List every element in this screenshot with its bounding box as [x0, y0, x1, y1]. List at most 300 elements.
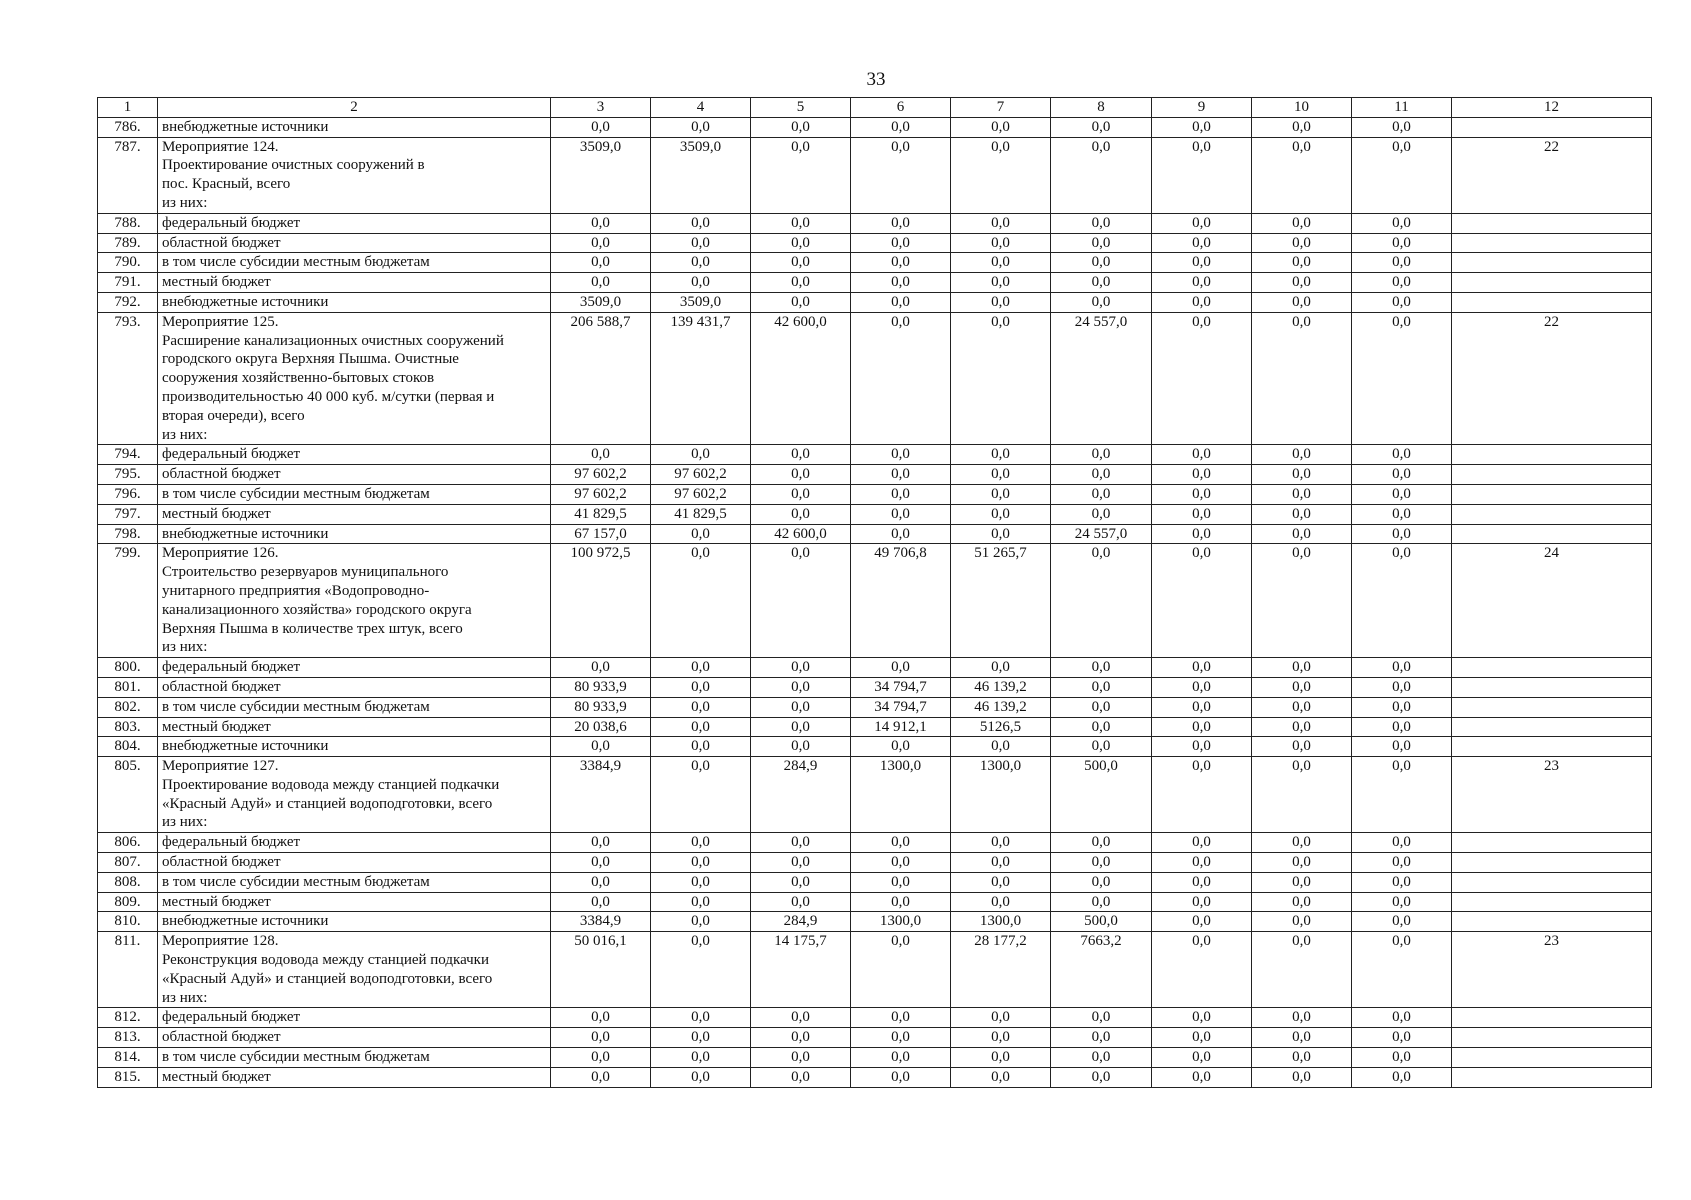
table-row [98, 273, 1652, 293]
column-header: 8 [1051, 98, 1152, 118]
value-cell: 0,0 [1152, 932, 1252, 1008]
row-number: 812. [98, 1008, 158, 1028]
row-name [158, 757, 551, 833]
value-cell: 0,0 [751, 737, 851, 757]
value-cell: 0,0 [651, 544, 751, 658]
value-cell: 0,0 [551, 1008, 651, 1028]
row-name [158, 932, 551, 1008]
value-cell: 0,0 [851, 892, 951, 912]
value-cell: 0,0 [1252, 233, 1352, 253]
value-cell: 0,0 [1252, 1028, 1352, 1048]
value-cell: 0,0 [1352, 833, 1452, 853]
value-cell: 100 972,5 [551, 544, 651, 658]
value-cell: 0,0 [551, 737, 651, 757]
value-cell: 0,0 [551, 445, 651, 465]
value-cell: 0,0 [951, 213, 1051, 233]
target-indicator-cell [1452, 677, 1652, 697]
value-cell: 97 602,2 [551, 484, 651, 504]
value-cell: 0,0 [651, 1067, 751, 1087]
column-header: 9 [1152, 98, 1252, 118]
value-cell: 0,0 [851, 932, 951, 1008]
value-cell: 3509,0 [551, 292, 651, 312]
target-indicator-cell: 23 [1452, 932, 1652, 1008]
row-name [158, 504, 551, 524]
value-cell: 50 016,1 [551, 932, 651, 1008]
value-cell: 3384,9 [551, 912, 651, 932]
value-cell: 0,0 [951, 737, 1051, 757]
value-cell: 0,0 [1352, 697, 1452, 717]
row-name-line: областной бюджет [162, 854, 281, 871]
row-number: 805. [98, 757, 158, 833]
row-name [158, 697, 551, 717]
value-cell: 0,0 [751, 137, 851, 213]
value-cell: 0,0 [751, 677, 851, 697]
row-number: 814. [98, 1048, 158, 1068]
row-name-line: Мероприятие 126. [162, 545, 279, 562]
value-cell: 0,0 [951, 1048, 1051, 1068]
value-cell: 1300,0 [851, 757, 951, 833]
row-name-line: вторая очереди), всего [162, 407, 305, 424]
value-cell: 0,0 [651, 253, 751, 273]
row-number: 803. [98, 717, 158, 737]
row-name-line: областной бюджет [162, 466, 281, 483]
column-header: 1 [98, 98, 158, 118]
value-cell: 0,0 [851, 1067, 951, 1087]
value-cell: 0,0 [1352, 544, 1452, 658]
row-name [158, 1028, 551, 1048]
value-cell: 1300,0 [951, 912, 1051, 932]
row-number: 813. [98, 1028, 158, 1048]
row-number: 788. [98, 213, 158, 233]
row-name-line: Верхняя Пышма в количестве трех штук, всего [162, 620, 463, 637]
value-cell: 500,0 [1051, 912, 1152, 932]
value-cell: 0,0 [751, 504, 851, 524]
value-cell: 0,0 [1152, 504, 1252, 524]
value-cell: 0,0 [851, 1048, 951, 1068]
row-number: 808. [98, 872, 158, 892]
row-name [158, 273, 551, 293]
target-indicator-cell [1452, 445, 1652, 465]
value-cell: 0,0 [1252, 273, 1352, 293]
value-cell: 0,0 [1252, 697, 1352, 717]
value-cell: 0,0 [1352, 137, 1452, 213]
table-row [98, 892, 1652, 912]
value-cell: 0,0 [851, 233, 951, 253]
value-cell: 0,0 [851, 253, 951, 273]
row-name-line: из них: [162, 194, 208, 211]
value-cell: 0,0 [651, 737, 751, 757]
value-cell: 0,0 [951, 484, 1051, 504]
value-cell: 0,0 [751, 1028, 851, 1048]
row-name-line: производительностью 40 000 куб. м/сутки (первая и [162, 388, 495, 405]
value-cell: 0,0 [1152, 465, 1252, 485]
row-number: 798. [98, 524, 158, 544]
table-row [98, 1048, 1652, 1068]
column-header: 10 [1252, 98, 1352, 118]
row-name [158, 853, 551, 873]
value-cell: 34 794,7 [851, 677, 951, 697]
table-row [98, 504, 1652, 524]
value-cell: 0,0 [551, 658, 651, 678]
value-cell: 0,0 [1252, 872, 1352, 892]
value-cell: 0,0 [1352, 892, 1452, 912]
target-indicator-cell [1452, 504, 1652, 524]
value-cell: 1300,0 [951, 757, 1051, 833]
value-cell: 3384,9 [551, 757, 651, 833]
value-cell: 0,0 [1352, 312, 1452, 445]
value-cell: 0,0 [1152, 912, 1252, 932]
row-name [158, 1067, 551, 1087]
value-cell: 0,0 [1051, 833, 1152, 853]
value-cell: 0,0 [1352, 853, 1452, 873]
row-name-line: в том числе субсидии местным бюджетам [162, 485, 430, 502]
value-cell: 0,0 [1051, 504, 1152, 524]
table-row [98, 137, 1652, 213]
value-cell: 0,0 [551, 892, 651, 912]
target-indicator-cell [1452, 273, 1652, 293]
value-cell: 0,0 [551, 1048, 651, 1068]
value-cell: 0,0 [951, 117, 1051, 137]
value-cell: 0,0 [851, 312, 951, 445]
value-cell: 0,0 [651, 757, 751, 833]
value-cell: 0,0 [551, 853, 651, 873]
row-number: 797. [98, 504, 158, 524]
row-name [158, 213, 551, 233]
value-cell: 0,0 [751, 233, 851, 253]
row-name-line: Реконструкция водовода между станцией подкачки [162, 952, 489, 969]
value-cell: 0,0 [951, 1067, 1051, 1087]
value-cell: 0,0 [1352, 273, 1452, 293]
value-cell: 0,0 [751, 465, 851, 485]
value-cell: 0,0 [1352, 872, 1452, 892]
value-cell: 0,0 [1152, 658, 1252, 678]
value-cell: 0,0 [1252, 1008, 1352, 1028]
value-cell: 0,0 [951, 1008, 1051, 1028]
value-cell: 0,0 [1152, 524, 1252, 544]
table-row [98, 737, 1652, 757]
value-cell: 0,0 [651, 1048, 751, 1068]
value-cell: 41 829,5 [651, 504, 751, 524]
value-cell: 46 139,2 [951, 697, 1051, 717]
value-cell: 0,0 [1051, 233, 1152, 253]
value-cell: 0,0 [1252, 544, 1352, 658]
row-name-line: федеральный бюджет [162, 214, 301, 231]
value-cell: 0,0 [1051, 137, 1152, 213]
table-row [98, 312, 1652, 445]
value-cell: 20 038,6 [551, 717, 651, 737]
value-cell: 0,0 [1152, 445, 1252, 465]
value-cell: 0,0 [751, 658, 851, 678]
value-cell: 0,0 [951, 233, 1051, 253]
row-name-line: городского округа Верхняя Пышма. Очистные [162, 351, 459, 368]
row-name [158, 717, 551, 737]
target-indicator-cell [1452, 1067, 1652, 1087]
target-indicator-cell [1452, 524, 1652, 544]
row-name [158, 658, 551, 678]
value-cell: 0,0 [1252, 737, 1352, 757]
value-cell: 0,0 [651, 1028, 751, 1048]
row-number: 804. [98, 737, 158, 757]
value-cell: 3509,0 [651, 292, 751, 312]
target-indicator-cell: 22 [1452, 312, 1652, 445]
value-cell: 0,0 [1252, 484, 1352, 504]
row-name-line: из них: [162, 639, 208, 656]
value-cell: 0,0 [1152, 484, 1252, 504]
column-header: 6 [851, 98, 951, 118]
value-cell: 0,0 [951, 504, 1051, 524]
value-cell: 0,0 [951, 524, 1051, 544]
row-name-line: местный бюджет [162, 718, 271, 735]
value-cell: 97 602,2 [651, 465, 751, 485]
value-cell: 0,0 [1252, 465, 1352, 485]
row-number: 792. [98, 292, 158, 312]
value-cell: 46 139,2 [951, 677, 1051, 697]
value-cell: 0,0 [1252, 658, 1352, 678]
header-row [98, 98, 1652, 118]
value-cell: 0,0 [851, 273, 951, 293]
row-name-line: областной бюджет [162, 1029, 281, 1046]
value-cell: 0,0 [751, 253, 851, 273]
value-cell: 0,0 [751, 117, 851, 137]
target-indicator-cell: 23 [1452, 757, 1652, 833]
value-cell: 0,0 [1352, 117, 1452, 137]
target-indicator-cell [1452, 872, 1652, 892]
value-cell: 0,0 [1152, 213, 1252, 233]
value-cell: 0,0 [1051, 1008, 1152, 1028]
row-name [158, 1048, 551, 1068]
target-indicator-cell [1452, 853, 1652, 873]
value-cell: 0,0 [651, 932, 751, 1008]
value-cell: 0,0 [851, 504, 951, 524]
value-cell: 0,0 [651, 524, 751, 544]
row-name [158, 117, 551, 137]
table-row [98, 658, 1652, 678]
value-cell: 0,0 [1051, 465, 1152, 485]
row-name-line: Мероприятие 125. [162, 313, 279, 330]
row-name [158, 465, 551, 485]
table-row [98, 524, 1652, 544]
target-indicator-cell [1452, 213, 1652, 233]
value-cell: 0,0 [951, 292, 1051, 312]
row-number: 801. [98, 677, 158, 697]
row-name [158, 445, 551, 465]
row-name [158, 544, 551, 658]
value-cell: 0,0 [751, 1008, 851, 1028]
value-cell: 0,0 [951, 853, 1051, 873]
value-cell: 0,0 [1352, 1067, 1452, 1087]
value-cell: 0,0 [1252, 504, 1352, 524]
value-cell: 0,0 [851, 484, 951, 504]
row-name-line: «Красный Адуй» и станцией водоподготовки, всего [162, 970, 493, 987]
value-cell: 0,0 [1152, 273, 1252, 293]
row-name-line: местный бюджет [162, 505, 271, 522]
target-indicator-cell [1452, 484, 1652, 504]
value-cell: 0,0 [851, 737, 951, 757]
table-row [98, 544, 1652, 658]
value-cell: 0,0 [1352, 658, 1452, 678]
row-name-line: из них: [162, 989, 208, 1006]
value-cell: 0,0 [1352, 465, 1452, 485]
target-indicator-cell [1452, 233, 1652, 253]
value-cell: 284,9 [751, 757, 851, 833]
row-number: 806. [98, 833, 158, 853]
value-cell: 0,0 [1152, 697, 1252, 717]
value-cell: 0,0 [1252, 932, 1352, 1008]
value-cell: 0,0 [1152, 1008, 1252, 1028]
value-cell: 0,0 [1152, 1067, 1252, 1087]
value-cell: 0,0 [1152, 717, 1252, 737]
table-row [98, 465, 1652, 485]
row-name [158, 912, 551, 932]
value-cell: 24 557,0 [1051, 312, 1152, 445]
value-cell: 0,0 [551, 117, 651, 137]
row-name [158, 892, 551, 912]
value-cell: 0,0 [1051, 892, 1152, 912]
value-cell: 0,0 [651, 912, 751, 932]
value-cell: 0,0 [951, 465, 1051, 485]
table-row [98, 213, 1652, 233]
value-cell: 0,0 [651, 658, 751, 678]
target-indicator-cell [1452, 892, 1652, 912]
value-cell: 0,0 [1252, 677, 1352, 697]
row-name-line: в том числе субсидии местным бюджетам [162, 873, 430, 890]
table-row [98, 757, 1652, 833]
value-cell: 0,0 [1252, 833, 1352, 853]
value-cell: 0,0 [1352, 912, 1452, 932]
value-cell: 34 794,7 [851, 697, 951, 717]
row-name-line: местный бюджет [162, 274, 271, 291]
row-name [158, 737, 551, 757]
row-name-line: из них: [162, 426, 208, 443]
value-cell: 0,0 [1051, 872, 1152, 892]
value-cell: 0,0 [1352, 1008, 1452, 1028]
value-cell: 0,0 [1352, 504, 1452, 524]
value-cell: 0,0 [751, 544, 851, 658]
value-cell: 0,0 [1152, 1028, 1252, 1048]
row-name-line: Мероприятие 124. [162, 138, 279, 155]
value-cell: 0,0 [651, 213, 751, 233]
value-cell: 0,0 [551, 233, 651, 253]
value-cell: 14 175,7 [751, 932, 851, 1008]
row-number: 786. [98, 117, 158, 137]
value-cell: 0,0 [1051, 292, 1152, 312]
value-cell: 0,0 [851, 213, 951, 233]
row-name [158, 833, 551, 853]
value-cell: 0,0 [951, 872, 1051, 892]
value-cell: 0,0 [751, 213, 851, 233]
value-cell: 0,0 [951, 312, 1051, 445]
value-cell: 24 557,0 [1051, 524, 1152, 544]
value-cell: 0,0 [651, 677, 751, 697]
value-cell: 0,0 [1152, 117, 1252, 137]
row-number: 807. [98, 853, 158, 873]
table-row [98, 253, 1652, 273]
value-cell: 0,0 [1051, 273, 1152, 293]
value-cell: 97 602,2 [551, 465, 651, 485]
value-cell: 0,0 [1252, 717, 1352, 737]
row-name-line: местный бюджет [162, 1068, 271, 1085]
value-cell: 0,0 [1152, 1048, 1252, 1068]
value-cell: 0,0 [751, 292, 851, 312]
value-cell: 0,0 [1152, 312, 1252, 445]
value-cell: 0,0 [1252, 1067, 1352, 1087]
value-cell: 0,0 [751, 892, 851, 912]
target-indicator-cell [1452, 833, 1652, 853]
value-cell: 0,0 [1352, 932, 1452, 1008]
value-cell: 0,0 [851, 658, 951, 678]
value-cell: 0,0 [1051, 717, 1152, 737]
value-cell: 0,0 [551, 833, 651, 853]
value-cell: 0,0 [751, 1048, 851, 1068]
value-cell: 0,0 [651, 853, 751, 873]
value-cell: 0,0 [1252, 292, 1352, 312]
row-name-line: внебюджетные источники [162, 913, 329, 930]
value-cell: 0,0 [551, 273, 651, 293]
value-cell: 0,0 [1252, 213, 1352, 233]
table-row [98, 233, 1652, 253]
value-cell: 0,0 [751, 717, 851, 737]
value-cell: 0,0 [1252, 312, 1352, 445]
table-row [98, 717, 1652, 737]
value-cell: 0,0 [1051, 1067, 1152, 1087]
value-cell: 0,0 [1152, 292, 1252, 312]
value-cell: 0,0 [1152, 853, 1252, 873]
value-cell: 0,0 [1051, 658, 1152, 678]
value-cell: 97 602,2 [651, 484, 751, 504]
page-number: 33 [866, 69, 886, 90]
value-cell: 41 829,5 [551, 504, 651, 524]
row-number: 795. [98, 465, 158, 485]
value-cell: 0,0 [1352, 677, 1452, 697]
target-indicator-cell [1452, 253, 1652, 273]
row-name [158, 484, 551, 504]
target-indicator-cell [1452, 658, 1652, 678]
row-name [158, 292, 551, 312]
value-cell: 0,0 [951, 445, 1051, 465]
row-name [158, 1008, 551, 1028]
row-name [158, 524, 551, 544]
value-cell: 0,0 [1051, 697, 1152, 717]
value-cell: 28 177,2 [951, 932, 1051, 1008]
value-cell: 0,0 [1352, 484, 1452, 504]
value-cell: 0,0 [851, 524, 951, 544]
row-name-line: Проектирование водовода между станцией подкачки [162, 776, 500, 793]
value-cell: 284,9 [751, 912, 851, 932]
value-cell: 0,0 [851, 853, 951, 873]
row-number: 815. [98, 1067, 158, 1087]
value-cell: 0,0 [751, 833, 851, 853]
row-number: 800. [98, 658, 158, 678]
row-name-line: Мероприятие 127. [162, 758, 279, 775]
row-name [158, 677, 551, 697]
table-row [98, 853, 1652, 873]
table-row [98, 1028, 1652, 1048]
value-cell: 67 157,0 [551, 524, 651, 544]
table-row [98, 872, 1652, 892]
value-cell: 0,0 [1352, 524, 1452, 544]
row-name-line: внебюджетные источники [162, 118, 329, 135]
value-cell: 0,0 [551, 1028, 651, 1048]
value-cell: 0,0 [1051, 1028, 1152, 1048]
value-cell: 0,0 [1252, 1048, 1352, 1068]
value-cell: 0,0 [651, 445, 751, 465]
value-cell: 0,0 [951, 137, 1051, 213]
value-cell: 0,0 [951, 658, 1051, 678]
value-cell: 0,0 [951, 253, 1051, 273]
value-cell: 0,0 [951, 273, 1051, 293]
column-header: 2 [158, 98, 551, 118]
value-cell: 0,0 [651, 872, 751, 892]
